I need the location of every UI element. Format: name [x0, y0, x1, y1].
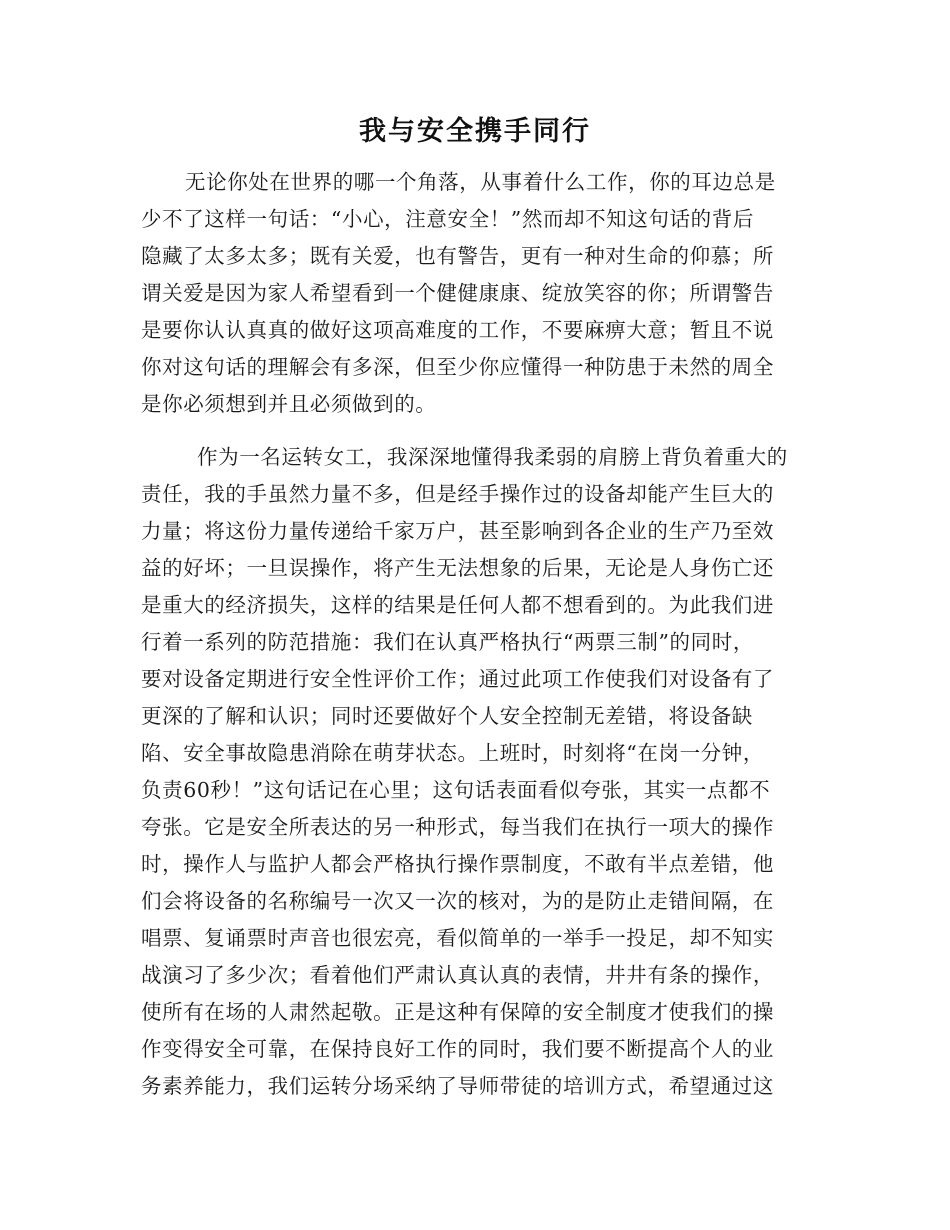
paragraph-2-line-10: 负责60秒！”这句话记在心里；这句话表面看似夸张，其实一点都不 — [141, 778, 771, 802]
paragraph-2-line-15: 战演习了多少次；看着他们严肃认真认真的表情，井井有条的操作， — [141, 963, 774, 987]
paragraph-2-line-1: 作为一名运转女工，我深深地懂得我柔弱的肩膀上背负着重大的 — [197, 445, 788, 469]
paragraph-1-line-6: 你对这句话的理解会有多深，但至少你应懂得一种防患于未然的周全 — [141, 355, 774, 379]
paragraph-2-line-2: 责任，我的手虽然力量不多，但是经手操作过的设备却能产生巨大的 — [141, 482, 774, 506]
paragraph-2-line-17: 作变得安全可靠，在保持良好工作的同时，我们要不断提高个人的业 — [141, 1037, 774, 1061]
paragraph-1-line-4: 谓关爱是因为家人希望看到一个健健康康、绽放笑容的你；所谓警告 — [141, 281, 774, 305]
paragraph-2-line-4: 益的好坏；一旦误操作，将产生无法想象的后果，无论是人身伤亡还 — [141, 556, 774, 580]
paragraph-2-line-5: 是重大的经济损失，这样的结果是任何人都不想看到的。为此我们进 — [141, 593, 774, 617]
paragraph-1-line-2: 少不了这样一句话：“小心，注意安全！”然而却不知这句话的背后 — [141, 207, 754, 231]
paragraph-2-line-7: 要对设备定期进行安全性评价工作；通过此项工作使我们对设备有了 — [141, 667, 774, 691]
paragraph-2-line-16: 使所有在场的人肃然起敬。正是这种有保障的安全制度才使我们的操 — [141, 1000, 774, 1024]
paragraph-1-line-1: 无论你处在世界的哪一个角落，从事着什么工作，你的耳边总是 — [185, 170, 776, 194]
paragraph-2-line-18: 务素养能力，我们运转分场采纳了导师带徒的培训方式，希望通过这 — [141, 1074, 774, 1098]
paragraph-1-line-7: 是你必须想到并且必须做到的。 — [141, 392, 437, 416]
paragraph-2-line-13: 们会将设备的名称编号一次又一次的核对，为的是防止走错间隔，在 — [141, 889, 774, 913]
paragraph-2-line-14: 唱票、复诵票时声音也很宏亮，看似简单的一举手一投足，却不知实 — [141, 926, 774, 950]
paragraph-2-line-11: 夸张。它是安全所表达的另一种形式，每当我们在执行一项大的操作 — [141, 815, 774, 839]
paragraph-2-line-9: 陷、安全事故隐患消除在萌芽状态。上班时，时刻将“在岗一分钟， — [141, 741, 764, 765]
paragraph-2-line-8: 更深的了解和认识；同时还要做好个人安全控制无差错，将设备缺 — [141, 704, 753, 728]
paragraph-1-line-3: 隐藏了太多太多；既有关爱，也有警告，更有一种对生命的仰慕；所 — [141, 244, 774, 268]
paragraph-2-line-3: 力量；将这份力量传递给千家万户，甚至影响到各企业的生产乃至效 — [141, 519, 774, 543]
paragraph-1-line-5: 是要你认认真真的做好这项高难度的工作，不要麻痹大意；暂且不说 — [141, 318, 774, 342]
paragraph-2-line-6: 行着一系列的防范措施：我们在认真严格执行“两票三制”的同时， — [141, 630, 754, 654]
paragraph-2-line-12: 时，操作人与监护人都会严格执行操作票制度，不敢有半点差错，他 — [141, 852, 774, 876]
document-title: 我与安全携手同行 — [359, 116, 591, 147]
